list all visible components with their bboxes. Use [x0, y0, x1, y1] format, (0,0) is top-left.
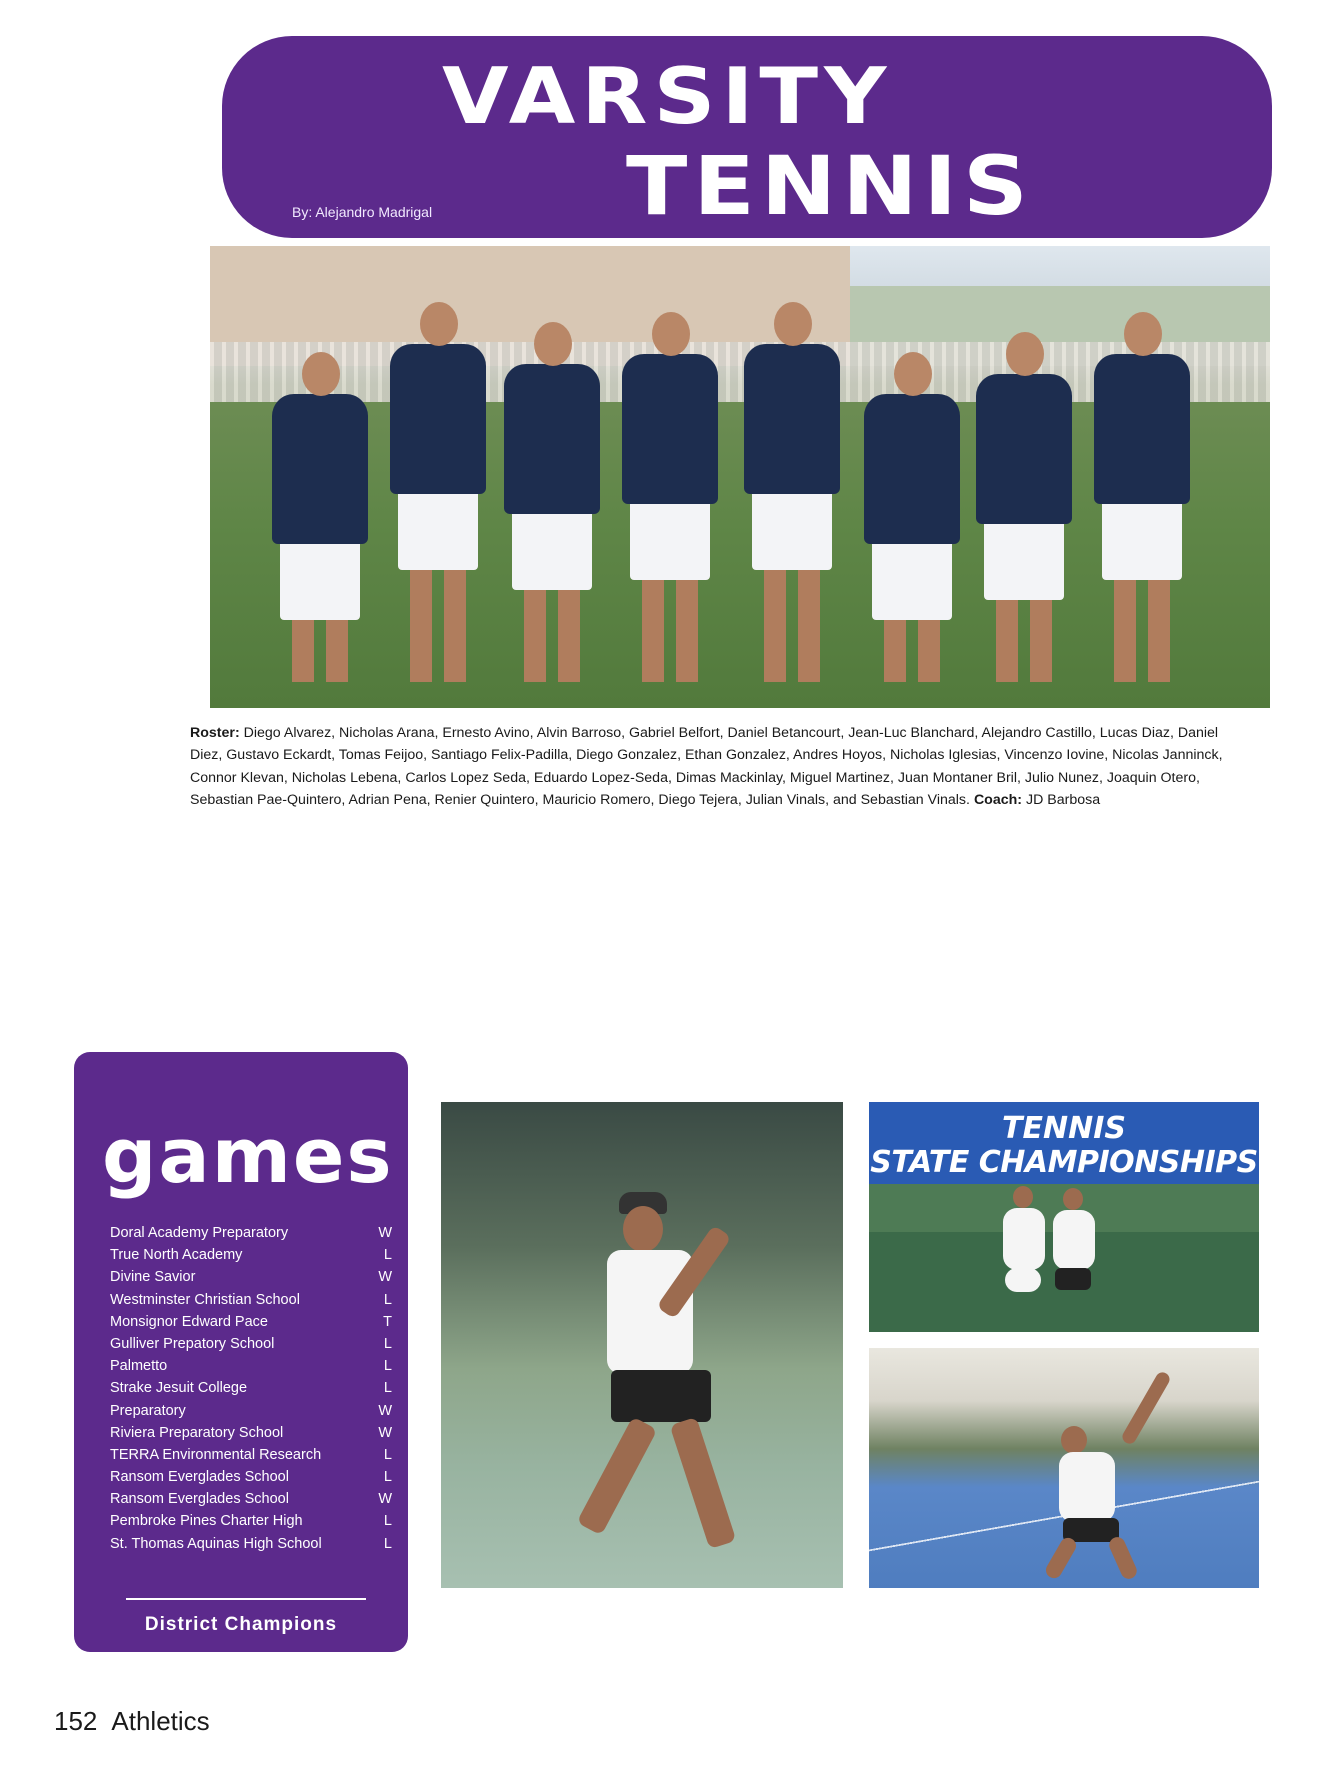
head: [1124, 312, 1162, 356]
title-line-2: TENNIS: [626, 139, 1034, 234]
game-result: W: [378, 1269, 392, 1286]
server-figure: [999, 1368, 1179, 1578]
head: [1061, 1426, 1087, 1454]
game-opponent: True North Academy: [110, 1247, 243, 1264]
game-opponent: TERRA Environmental Research: [110, 1446, 322, 1463]
game-result: L: [383, 1513, 392, 1530]
polo-shirt: [864, 394, 960, 544]
shorts: [1005, 1268, 1041, 1292]
legs: [292, 614, 348, 682]
coach-label: Coach:: [973, 791, 1023, 808]
polo-shirt: [1094, 354, 1190, 504]
game-opponent: Palmetto: [110, 1358, 168, 1375]
shorts: [280, 534, 360, 620]
game-result: W: [378, 1491, 392, 1508]
game-row: [110, 1510, 392, 1532]
arm: [1120, 1370, 1172, 1446]
legs: [764, 564, 820, 682]
banner-line-2: STATE CHAMPIONSHIPS: [870, 1145, 1258, 1180]
game-result: W: [378, 1225, 392, 1241]
state-championship-photo: [869, 1102, 1259, 1332]
game-opponent: St. Thomas Aquinas High School: [110, 1535, 322, 1552]
roster-names: Diego Alvarez, Nicholas Arana, Ernesto Avino, Alvin Barroso, Gabriel Belfort, Daniel Betancourt, Jean-Luc Blanchard, Alejandro Castillo, Lucas Diaz, Daniel Diez, Gustavo Eckardt, Tomas Feijoo, Santiago Felix-Padilla, Diego Gonzalez, Ethan Gonzalez, Andres Hoyos, Nicholas Iglesias, Vincenzo Iovine, Nicolas Janninck, Connor Klevan, Nicholas Lebena, Carlos Lopez Seda, Eduardo Lopez-Seda, Dimas Mackinlay, Miguel Martinez, Juan Montaner Bril, Julio Nunez, Joaquin Otero, Sebastian Pae-Quintero, Adrian Pena, Renier Quintero, Mauricio Romero, Diego Tejera, Julian Vinals, and Sebastian Vinals.: [190, 725, 1223, 808]
polo-shirt: [976, 374, 1072, 524]
team-member: [386, 302, 490, 682]
head: [1006, 332, 1044, 376]
head: [1063, 1188, 1083, 1210]
game-opponent: Doral Academy Preparatory: [110, 1225, 289, 1241]
team-member: [860, 352, 964, 682]
game-opponent: Gulliver Prepatory School: [110, 1335, 275, 1352]
page-number: 152: [54, 1706, 98, 1736]
divider: [126, 1598, 366, 1600]
team-member: [740, 302, 844, 682]
roster-caption: [190, 722, 1238, 811]
game-opponent: Divine Savior: [110, 1269, 196, 1286]
game-row: [110, 1400, 392, 1422]
head: [623, 1206, 663, 1252]
title-line-1: VARSITY: [442, 52, 893, 142]
game-result: L: [383, 1335, 392, 1352]
polo-shirt: [504, 364, 600, 514]
head: [652, 312, 690, 356]
head: [1013, 1186, 1033, 1208]
shorts: [984, 514, 1064, 600]
game-row: [110, 1222, 392, 1244]
team-member: [972, 332, 1076, 682]
team-member: [618, 312, 722, 682]
game-row: [110, 1333, 392, 1355]
leg: [576, 1416, 657, 1535]
team-member: [1090, 312, 1194, 682]
shorts: [398, 484, 478, 570]
game-row: [110, 1466, 392, 1488]
leg: [1107, 1535, 1140, 1582]
action-photo-backhand: [441, 1102, 843, 1588]
polo-shirt: [622, 354, 718, 504]
shorts: [630, 494, 710, 580]
game-result: L: [383, 1358, 392, 1375]
head: [774, 302, 812, 346]
legs: [524, 584, 580, 682]
shorts: [752, 484, 832, 570]
shirt: [1003, 1208, 1045, 1270]
legs: [642, 574, 698, 682]
page-footer: [54, 1706, 210, 1737]
team-photo: [210, 246, 1270, 708]
game-opponent: Riviera Preparatory School: [110, 1424, 284, 1441]
game-row: [110, 1289, 392, 1311]
game-row: [110, 1422, 392, 1444]
game-result: L: [383, 1469, 392, 1486]
shorts: [1055, 1268, 1091, 1290]
team-member: [268, 352, 372, 682]
game-opponent: Preparatory: [110, 1402, 186, 1419]
game-row: [110, 1444, 392, 1466]
head: [894, 352, 932, 396]
games-title: games: [102, 1111, 394, 1200]
shirt: [1053, 1210, 1095, 1270]
serve-photo: [869, 1348, 1259, 1588]
legs: [1114, 574, 1170, 682]
players-pair: [999, 1186, 1109, 1332]
shorts: [872, 534, 952, 620]
game-row: [110, 1488, 392, 1510]
polo-shirt: [744, 344, 840, 494]
polo-shirt: [272, 394, 368, 544]
game-result: T: [383, 1313, 392, 1330]
legs: [996, 594, 1052, 682]
game-result: L: [383, 1380, 392, 1397]
banner-line-1: TENNIS: [1002, 1111, 1126, 1146]
game-opponent: Westminster Christian School: [110, 1291, 300, 1308]
game-result: W: [378, 1402, 392, 1419]
shorts: [512, 504, 592, 590]
game-row: [110, 1355, 392, 1377]
legs: [884, 614, 940, 682]
leg: [670, 1417, 737, 1549]
shorts: [611, 1370, 711, 1422]
game-result: L: [383, 1535, 392, 1552]
head: [302, 352, 340, 396]
games-panel: [74, 1052, 408, 1652]
game-result: L: [383, 1446, 392, 1463]
game-opponent: Strake Jesuit College: [110, 1380, 248, 1397]
game-row: [110, 1244, 392, 1266]
game-row: [110, 1311, 392, 1333]
team-member: [500, 322, 604, 682]
head: [420, 302, 458, 346]
shorts: [1102, 494, 1182, 580]
roster-label: Roster:: [190, 725, 240, 741]
shirt: [1059, 1452, 1115, 1522]
game-row: [110, 1533, 392, 1555]
polo-shirt: [390, 344, 486, 494]
game-result: L: [383, 1291, 392, 1308]
byline: By: Alejandro Madrigal: [292, 204, 433, 220]
game-row: [110, 1266, 392, 1288]
district-champions-label: District Champions: [144, 1614, 338, 1635]
shirt: [607, 1250, 693, 1374]
game-opponent: Pembroke Pines Charter High: [110, 1513, 303, 1530]
player-figure: [571, 1192, 771, 1572]
game-result: W: [378, 1424, 392, 1441]
head: [534, 322, 572, 366]
section-name: Athletics: [111, 1706, 210, 1736]
game-opponent: Ransom Everglades School: [110, 1469, 289, 1486]
game-opponent: Ransom Everglades School: [110, 1491, 289, 1508]
game-result: L: [383, 1247, 392, 1264]
coach-name: JD Barbosa: [1025, 791, 1101, 808]
title-banner: [222, 36, 1272, 238]
games-list: [110, 1222, 392, 1555]
game-row: [110, 1377, 392, 1399]
leg: [1043, 1535, 1079, 1581]
legs: [410, 564, 466, 682]
game-opponent: Monsignor Edward Pace: [110, 1313, 268, 1330]
